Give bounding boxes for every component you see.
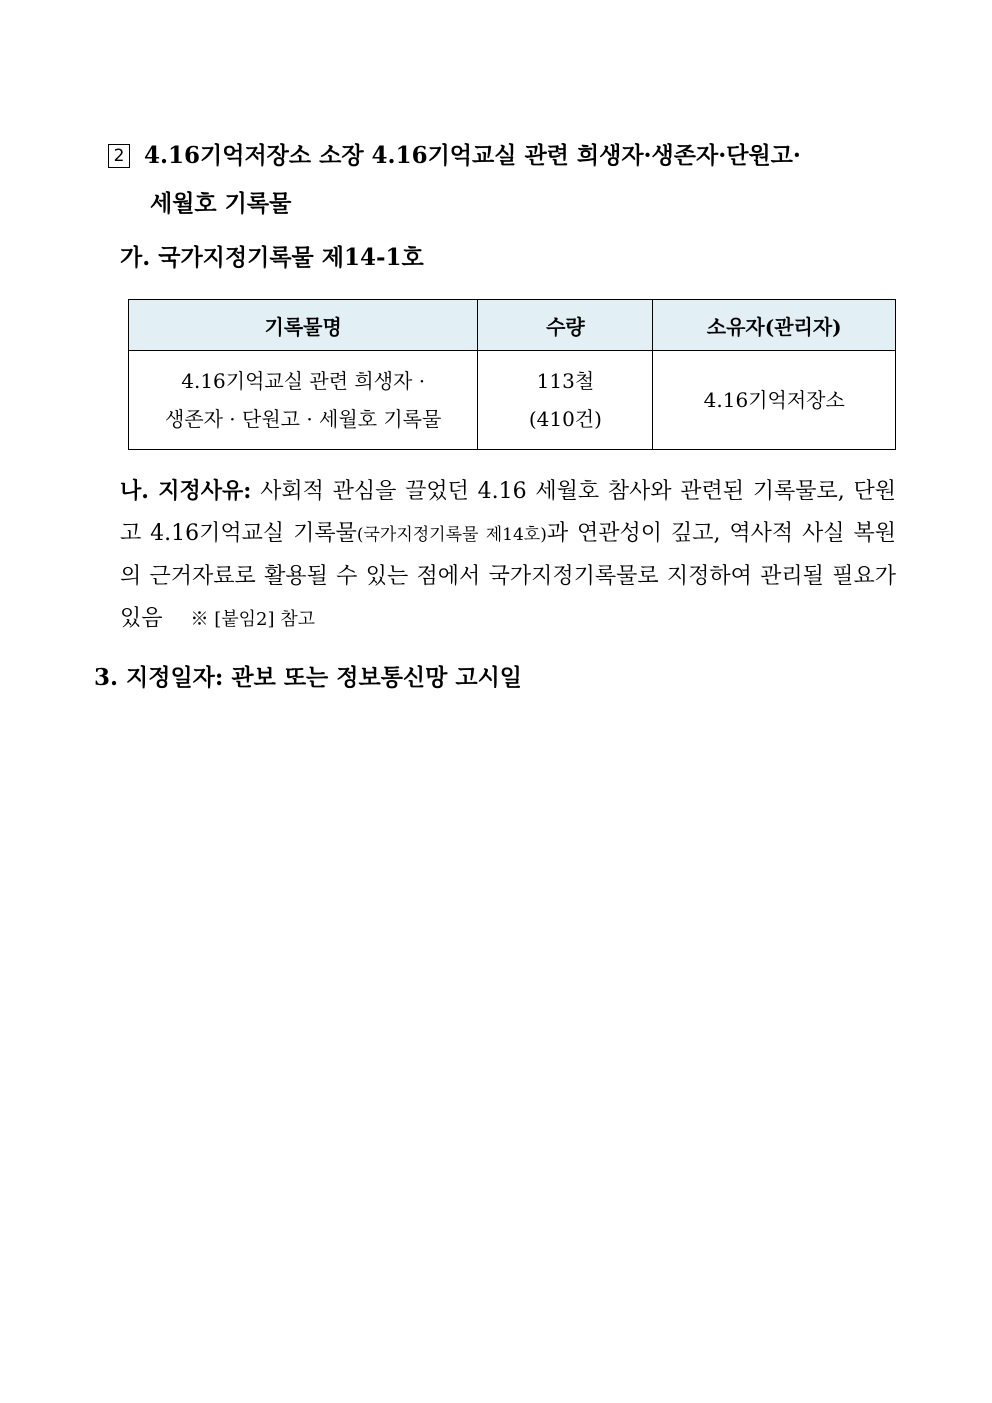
header-record-name: 기록물명 — [129, 300, 478, 351]
table-header-row — [129, 300, 896, 351]
quantity-line2: (410건) — [528, 407, 602, 431]
item-na-label: 나. 지정사유: — [120, 478, 252, 504]
header-quantity: 수량 — [478, 300, 653, 351]
record-name-line1: 4.16기억교실 관련 희생자 · — [181, 369, 426, 393]
cell-owner: 4.16기억저장소 — [653, 351, 896, 450]
quantity-line1: 113철 — [536, 369, 595, 393]
table-row — [129, 351, 896, 450]
header-owner: 소유자(관리자) — [653, 300, 896, 351]
section-number-box: 2 — [108, 144, 130, 168]
cell-record-name — [129, 351, 478, 450]
section-3-heading: 3. 지정일자: 관보 또는 정보통신망 고시일 — [94, 664, 523, 691]
record-name-line2: 생존자 · 단원고 · 세월호 기록물 — [164, 407, 442, 431]
records-table — [128, 299, 896, 450]
section-2-title-line1: 4.16기억저장소 소장 4.16기억교실 관련 희생자·생존자·단원고· — [144, 142, 801, 169]
item-na-text-part1: 사회적 관심을 끌었던 4.16 세월호 참사와 관련된 기록물로, 단원고 4.16기억교실 기록물 — [120, 479, 896, 546]
item-na-text-part2: 과 연관성이 깊고, 역사적 사실 복원의 근거자료로 활용될 수 있는 점에서 국가지정기록물로 지정하여 관리될 필요가 있음 — [120, 521, 896, 631]
item-na-text-small: (국가지정기록물 제14호) — [356, 525, 547, 545]
item-ga-heading: 가. 국가지정기록물 제14-1호 — [120, 244, 424, 271]
cell-quantity — [478, 351, 653, 450]
item-na-paragraph — [120, 470, 896, 641]
section-2-title-line2: 세월호 기록물 — [150, 190, 292, 217]
attachment-note: ※ [붙임2] 참고 — [190, 609, 316, 630]
section-2-heading — [108, 138, 908, 174]
